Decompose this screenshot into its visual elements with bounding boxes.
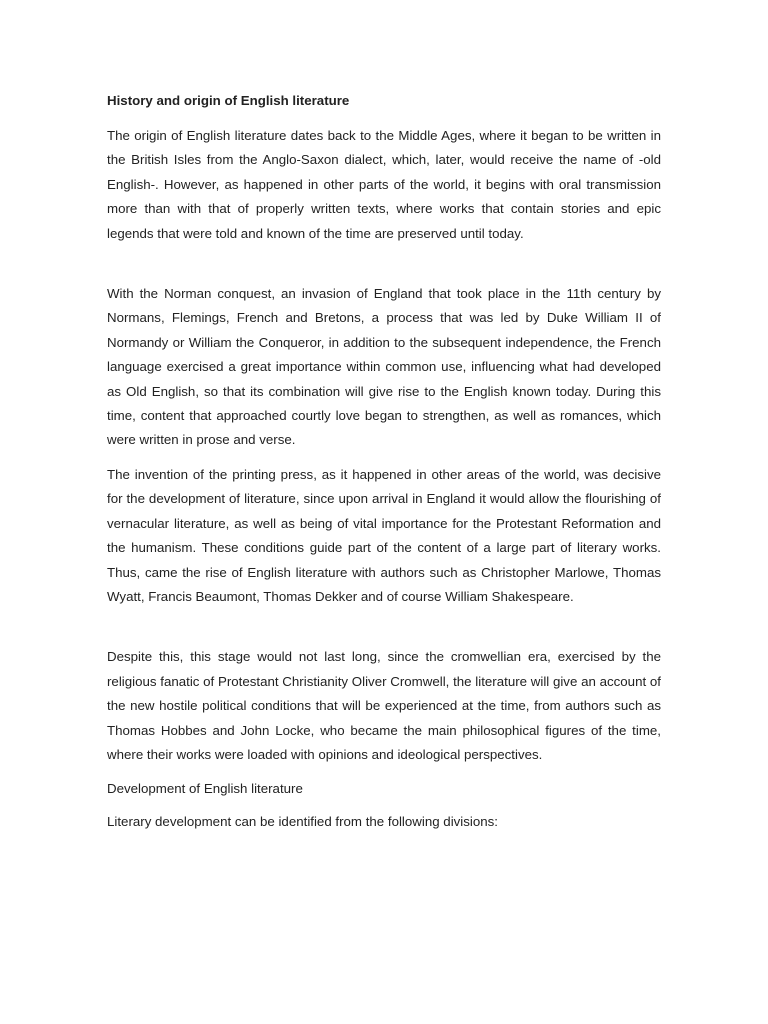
paragraph-origin: The origin of English literature dates back to the Middle Ages, where it began to be written in the British Isles from the Anglo-Saxon dialect, which, later, would receive the name of -old English-. However, as happened in other parts of the world, it begins with oral transmission more than with that of properly written texts, where works that contain stories and epic legends that were told and known of the time are preserved until today. — [107, 128, 661, 241]
document-page — [107, 92, 661, 843]
paragraph-norman-conquest: With the Norman conquest, an invasion of England that took place in the 11th century by Normans, Flemings, French and Bretons, a process that was led by Duke William II of Normandy or William the Conqueror, in addition to the subsequent independence, the French language exercised a great importance within common use, influencing what had developed as Old English, so that its combination will give rise to the English known today. During this time, content that approached courtly love began to strengthen, as well as romances, which were written in prose and verse. — [107, 286, 661, 448]
closing-line: Literary development can be identified from the following divisions: — [107, 814, 498, 830]
section-subheading: Development of English literature — [107, 781, 303, 797]
paragraph-cromwellian-era: Despite this, this stage would not last long, since the cromwellian era, exercised by the religious fanatic of Protestant Christianity Oliver Cromwell, the literature will give an account of the new hostile political conditions that will be experienced at the time, from authors such as Thomas Hobbes and John Locke, who became the main philosophical figures of the time, where their works were loaded with opinions and ideological perspectives. — [107, 649, 661, 762]
document-title: History and origin of English literature — [107, 93, 350, 108]
paragraph-printing-press: The invention of the printing press, as it happened in other areas of the world, was decisive for the development of literature, since upon arrival in England it would allow the flourishing of vernacular literature, as well as being of vital importance for the Protestant Reformation and the humanism. These conditions guide part of the content of a large part of literary works. Thus, came the rise of English literature with authors such as Christopher Marlowe, Thomas Wyatt, Francis Beaumont, Thomas Dekker and of course William Shakespeare. — [107, 466, 661, 604]
